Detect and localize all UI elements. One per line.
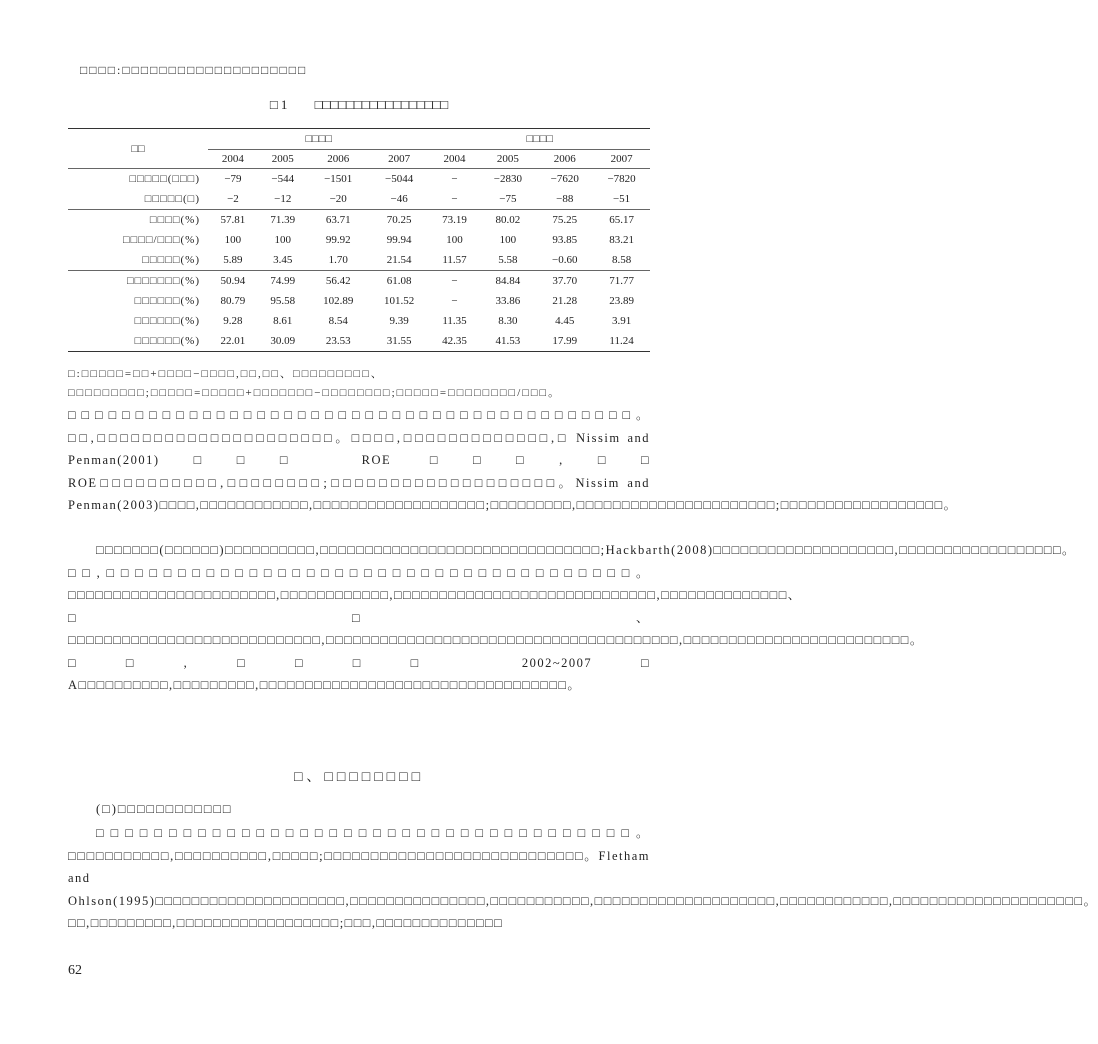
paragraph: □□□□□□□□□□□□□□□□□□□□□□□□□□□□□□□□□□□□□□□□□□。□□,□□□□□□□□□□□□□□□□□□□□□。□□□□,□□□□□□□□□□□□□,□ Nissim and Penman(2001)□□□ ROE □□□,□□ ROE□□□□□□□□□□,□□□□□□□□;□□□□□□□□□□□□□□□□□□□。Nissim and Penman(2003)□□□□,□□□□□□□□□□□□,□□□□□□□□□□□□□□□□□□□;□□□□□□□□□,□□□□□□□□□□□□□□□□□□□□□□;□□□□□□□□□□□□□□□□□□。	[68, 408, 958, 512]
table-cell: 73.19	[430, 210, 480, 231]
table-cell: −1501	[308, 169, 369, 190]
table-cell: 50.94	[208, 271, 258, 292]
row-label: □□□□(%)	[68, 210, 208, 231]
year-header: 2006	[327, 153, 350, 165]
table-cell: 5.89	[223, 254, 243, 266]
table-cell: −7820	[593, 169, 650, 190]
table-cell: 93.85	[552, 234, 578, 246]
table-cell: −79	[208, 169, 258, 190]
group-header: □□□□	[430, 129, 650, 150]
table-row	[68, 331, 650, 352]
table-cell: 70.25	[369, 210, 430, 231]
table-caption	[0, 97, 718, 113]
paragraph: □□□□□□□□□□□□□□□□□□□□□□□□□□□□□□□□□□□□□。□□□□□□□□□□□,□□□□□□□□□□,□□□□□;□□□□□□□□□□□□□□□□□□□□□□□□□□□□。Fletham and Ohlson(1995)□□□□□□□□□□□□□□□□□□□□□,□□□□□□□□□□□□□□□,□□□□□□□□□□□,□□□□□□□□□□□□□□□□□□□□,□□□□□□□□□□□□,□□□□□□□□□□□□□□□□□□□□□。□□,□□□□□□□□□,□□□□□□□□□□□□□□□□□□;□□□,□□□□□□□□□□□□□□	[68, 826, 1098, 930]
row-label: □□□□□(□□□)	[68, 169, 208, 190]
table-cell: −	[430, 271, 480, 292]
section-heading: □、□□□□□□□□	[293, 770, 425, 785]
table-cell: 21.28	[552, 295, 578, 307]
table-cell: −5044	[369, 169, 430, 190]
table-cell: 5.58	[498, 254, 518, 266]
table-cell: 101.52	[384, 295, 415, 307]
table-cell: 9.28	[223, 315, 243, 327]
table-cell: 57.81	[208, 210, 258, 231]
row-label: □□□□□□(%)	[134, 295, 200, 307]
table-row	[68, 230, 650, 250]
table-cell: 56.42	[308, 271, 369, 292]
table-cell: 95.58	[270, 295, 296, 307]
table-cell: −46	[390, 193, 408, 205]
table-cell: 80.79	[220, 295, 246, 307]
year-header: 2005	[271, 153, 294, 165]
table-row	[68, 189, 650, 210]
table-cell: 8.54	[328, 315, 348, 327]
table-cell: 11.24	[593, 331, 650, 352]
table-cell: 102.89	[323, 295, 354, 307]
row-label: □□□□□□(%)	[68, 331, 208, 352]
table-cell: 3.45	[273, 254, 293, 266]
table-cell: 3.91	[611, 315, 632, 327]
table-cell: 22.01	[208, 331, 258, 352]
table-row	[68, 250, 650, 271]
row-label: □□□□□□□(%)	[68, 271, 208, 292]
table-cell: −7620	[536, 169, 593, 190]
table-cell: −544	[258, 169, 308, 190]
table-cell: 65.17	[593, 210, 650, 231]
data-table	[68, 128, 650, 352]
table-cell: −	[430, 169, 480, 190]
table-cell: 17.99	[536, 331, 593, 352]
table-cell: 23.53	[308, 331, 369, 352]
table-row	[68, 271, 650, 292]
table-cell: 83.21	[609, 234, 634, 246]
table-cell: 21.54	[386, 254, 412, 266]
table-cell: 4.45	[555, 315, 575, 327]
table-title: □□□□□□□□□□□□□□□□□	[314, 97, 449, 112]
table-row	[68, 169, 650, 190]
page-number: 62	[68, 963, 82, 978]
table-cell: −51	[612, 193, 631, 205]
table-cell: 100	[446, 234, 463, 246]
row-label: □□□□□(□)	[144, 193, 200, 205]
table-cell: −12	[274, 193, 292, 205]
table-cell: 33.86	[495, 295, 521, 307]
year-header: 2007	[610, 153, 633, 165]
subsection-heading: (□)□□□□□□□□□□□□	[96, 802, 233, 816]
table-cell: 74.99	[258, 271, 308, 292]
table-cell: 11.57	[442, 254, 467, 266]
year-header: 2004	[443, 153, 466, 165]
year-header: 2006	[553, 153, 576, 165]
table-cell: 1.70	[328, 254, 348, 266]
table-cell: 30.09	[258, 331, 308, 352]
table-cell: −	[451, 193, 458, 205]
table-cell: 23.89	[609, 295, 634, 307]
group-header: □□□□	[208, 129, 430, 150]
table-row	[68, 291, 650, 311]
table-number: □ 1	[269, 97, 288, 112]
table-cell: 37.70	[536, 271, 593, 292]
table-cell: 99.94	[386, 234, 412, 246]
year-header: 2004	[221, 153, 244, 165]
table-cell: 61.08	[369, 271, 430, 292]
table-cell: −75	[499, 193, 517, 205]
table-cell: 100	[224, 234, 242, 246]
table-cell: −88	[556, 193, 574, 205]
table-row	[68, 210, 650, 231]
table-row	[68, 311, 650, 331]
table-cell: −	[451, 295, 458, 307]
table-note: □:□□□□□=□□+□□□□−□□□□,□□,□□、□□□□□□□□□、□□□□□□□□□;□□□□□=□□□□□+□□□□□□□−□□□□□□□□;□□□□□=□□□□□□□□/□□□。	[68, 368, 562, 399]
table-cell: 8.58	[611, 254, 632, 266]
table-cell: 100	[499, 234, 517, 246]
table-cell: −0.60	[551, 254, 578, 266]
table-cell: 71.39	[258, 210, 308, 231]
source-line: □□□□:□□□□□□□□□□□□□□□□□□□□	[80, 63, 308, 77]
table-cell: 9.39	[389, 315, 409, 327]
table-cell: 31.55	[369, 331, 430, 352]
table-cell: 100	[274, 234, 292, 246]
table-cell: 84.84	[479, 271, 536, 292]
row-label: □□□□□□(%)	[134, 315, 200, 327]
row-label: □□□□□(%)	[142, 254, 200, 266]
table-cell: 99.92	[325, 234, 351, 246]
table-cell: 8.30	[498, 315, 518, 327]
table-cell: 41.53	[479, 331, 536, 352]
table-cell: 42.35	[430, 331, 480, 352]
year-header: 2007	[388, 153, 411, 165]
table-cell: 71.77	[593, 271, 650, 292]
paragraph: □□□□□□□(□□□□□□)□□□□□□□□□□,□□□□□□□□□□□□□□□□□□□□□□□□□□□□□□□;Hackbarth(2008)□□□□□□□□□□□□□□□□□□□□,□□□□□□□□□□□□□□□□□□。□□,□□□□□□□□□□□□□□□□□□□□□□□□□□□□□□□□□□□□□。□□□□□□□□□□□□□□□□□□□□□□□,□□□□□□□□□□□□,□□□□□□□□□□□□□□□□□□□□□□□□□□□□□,□□□□□□□□□□□□□□、□□、□□□□□□□□□□□□□□□□□□□□□□□□□□□□,□□□□□□□□□□□□□□□□□□□□□□□□□□□□□□□□□□□□□□□,□□□□□□□□□□□□□□□□□□□□□□□□□。□□,□□□□ 2002~2007□ A□□□□□□□□□□,□□□□□□□□□,□□□□□□□□□□□□□□□□□□□□□□□□□□□□□□□□□□。	[68, 543, 1077, 692]
table-cell: −2	[227, 193, 239, 205]
table-cell: −20	[329, 193, 347, 205]
table-cell: 80.02	[479, 210, 536, 231]
table-header-row	[68, 129, 650, 150]
corner-header: □□	[68, 129, 208, 169]
table-cell: 75.25	[536, 210, 593, 231]
table-cell: 63.71	[308, 210, 369, 231]
year-header: 2005	[496, 153, 519, 165]
table-cell: −2830	[479, 169, 536, 190]
table-cell: 11.35	[442, 315, 467, 327]
table-cell: 8.61	[273, 315, 293, 327]
row-label: □□□□/□□□(%)	[122, 234, 200, 246]
